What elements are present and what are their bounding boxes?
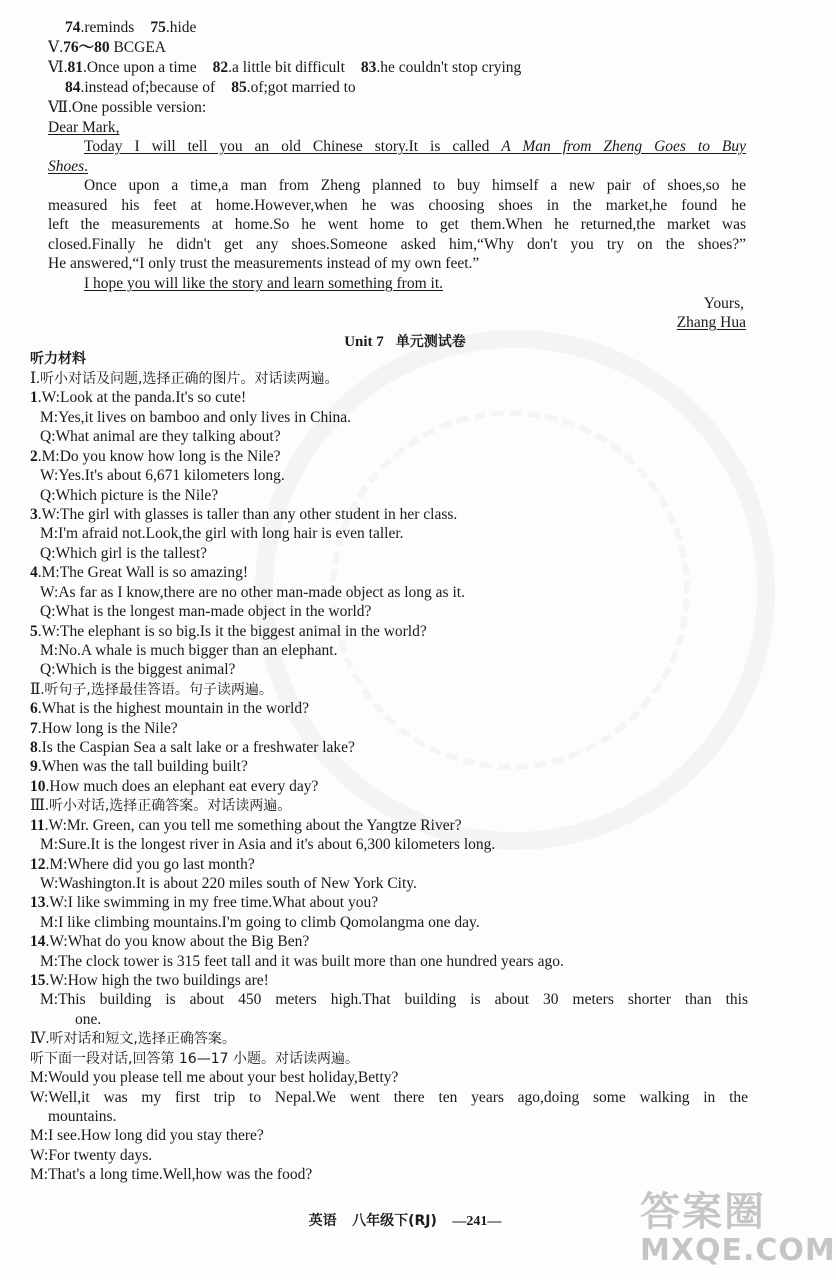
script-line	[40, 427, 281, 446]
line-text: Q:Which picture is the Nile?	[40, 486, 219, 504]
script-line	[30, 855, 255, 874]
letter-p2-line3: left the measurements at home.So he went home to get them.When he returned,the market was	[48, 216, 746, 233]
corner-watermark-logo	[640, 1189, 836, 1275]
section-number: Ⅰ.	[30, 370, 40, 387]
question-number: 11	[30, 816, 45, 834]
script-line	[30, 1088, 748, 1107]
question-number: 4	[30, 564, 38, 582]
script-line	[30, 893, 378, 912]
line-text: .M:Do you know how long is the Nile?	[37, 447, 281, 465]
letter-p2-line1: Once upon a time,a man from Zheng planned to buy himself a new pair of shoes,so he	[84, 177, 746, 194]
script-line	[30, 680, 273, 699]
line-text: M:No.A whale is much bigger than an elephant.	[40, 641, 338, 659]
script-line	[30, 738, 355, 757]
question-number: 3	[30, 505, 38, 523]
line-text: M:Sure.It is the longest river in Asia and it's about 6,300 kilometers long.	[40, 836, 496, 854]
letter-p2-line2: measured his feet at home.However,when he was choosing shoes in the market,he found he	[48, 197, 746, 214]
script-line	[40, 602, 371, 621]
line-text: .When was the tall building built?	[37, 758, 248, 776]
script-line	[30, 699, 309, 718]
script-line	[30, 796, 291, 815]
question-number: 5	[30, 622, 38, 640]
line-text: M:Yes,it lives on bamboo and only lives in China.	[40, 408, 352, 426]
line-text: 听小对话,选择正确答案。对话读两遍。	[48, 798, 292, 815]
script-line	[30, 563, 248, 582]
section-label: 听力材料	[30, 351, 86, 367]
line-text: mountains.	[48, 1108, 117, 1125]
corner-watermark-top: 答案圈	[640, 1189, 766, 1235]
letter-p1-line1: Today I will tell you an old Chinese story.It is called A Man from Zheng Goes to Buy	[84, 138, 746, 155]
script-line	[30, 932, 309, 951]
line-text: .How much does an elephant eat every day?	[45, 777, 319, 795]
question-number: 15	[30, 972, 46, 989]
line-text: 听对话和短文,选择正确答案。	[49, 1031, 236, 1048]
line-text: M:I'm afraid not.Look,the girl with long hair is even taller.	[40, 525, 404, 543]
script-line	[30, 447, 281, 466]
line-text: .M:Where did you go last month?	[45, 855, 255, 873]
script-line	[40, 990, 748, 1009]
line-text: 听句子,选择最佳答语。句子读两遍。	[44, 681, 273, 698]
line-text: W:Yes.It's about 6,671 kilometers long.	[40, 467, 285, 485]
script-line	[40, 544, 207, 563]
script-line	[30, 505, 457, 524]
letter-p2-line5: He answered,“I only trust the measurements instead of my own feet.”	[48, 255, 480, 272]
footer-page-number: —241—	[452, 1214, 502, 1229]
script-line	[30, 1146, 152, 1165]
line-text: W:As far as I know,there are no other man-made object as long as it.	[40, 583, 465, 601]
line-text: .How long is the Nile?	[37, 719, 178, 737]
line-text: .W:What do you know about the Big Ben?	[45, 933, 310, 951]
line-text: .W:The girl with glasses is taller than any other student in her class.	[37, 505, 458, 523]
question-number: 12	[30, 855, 46, 873]
script-line	[30, 719, 178, 738]
letter-p1-line2: Shoes.	[48, 158, 89, 175]
line-text: M:The clock tower is 315 feet tall and it was built more than one hundred years ago.	[40, 952, 564, 970]
script-line	[30, 777, 318, 796]
answer-line-vii: Ⅶ.One possible version:	[48, 99, 207, 116]
script-line	[40, 660, 235, 679]
line-text: Q:Which is the biggest animal?	[40, 661, 236, 679]
question-number: 6	[30, 700, 38, 718]
letter-p3: I hope you will like the story and learn something from it.	[84, 275, 444, 292]
line-text: .Is the Caspian Sea a salt lake or a freshwater lake?	[37, 739, 355, 756]
line-text: .What is the highest mountain in the world?	[37, 700, 309, 718]
line-text: 听下面一段对话,回答第 16—17 小题。对话读两遍。	[30, 1050, 359, 1067]
line-text: M:This building is about 450 meters high.That building is about 30 meters shorter than this	[40, 991, 748, 1009]
line-text: M:I like climbing mountains.I'm going to climb Qomolangma one day.	[40, 913, 480, 931]
script-line	[40, 466, 285, 485]
letter-closing: Yours,	[703, 295, 744, 312]
script-line	[30, 1165, 312, 1184]
question-number: 8	[30, 739, 38, 756]
script-line	[40, 913, 480, 932]
line-text: .W:I like swimming in my free time.What about you?	[45, 894, 379, 912]
script-line	[30, 816, 462, 835]
line-text: .W:How high the two buildings are!	[45, 972, 269, 989]
script-line	[40, 835, 495, 854]
answer-line-84-85: 84.instead of;because of 85.of;got married to	[65, 79, 356, 96]
letter-greeting: Dear Mark,	[48, 119, 120, 136]
line-text: W:For twenty days.	[30, 1146, 153, 1164]
section-number: Ⅱ.	[30, 680, 45, 698]
line-text: .W:The elephant is so big.Is it the biggest animal in the world?	[37, 622, 427, 640]
line-text: .W:Mr. Green, can you tell me something about the Yangtze River?	[44, 816, 462, 834]
script-line	[30, 622, 427, 641]
unit-title: Unit 7 单元测试卷	[344, 334, 466, 350]
script-line	[40, 583, 465, 602]
question-number: 1	[30, 389, 38, 407]
line-text: 听小对话及问题,选择正确的图片。对话读两遍。	[40, 371, 339, 387]
line-text: W:Well,it was my first trip to Nepal.We went there ten years ago,doing some walking in the	[30, 1088, 748, 1106]
letter-signature: Zhang Hua	[676, 314, 746, 331]
answer-line-v: Ⅴ.76～80 BCGEA	[48, 39, 167, 56]
line-text: W:Washington.It is about 220 miles south of New York City.	[40, 874, 417, 892]
line-text: M:I see.How long did you stay there?	[30, 1127, 264, 1145]
script-line	[30, 1068, 398, 1087]
question-number: 7	[30, 719, 38, 737]
corner-watermark-bottom: MXQE.COM	[640, 1233, 836, 1268]
script-line	[40, 641, 337, 660]
question-number: 13	[30, 894, 46, 912]
letter-p2-line4: closed.Finally he didn't get any shoes.Someone asked him,“Why don't you try on the shoes?”	[48, 236, 746, 253]
script-line	[40, 524, 404, 543]
question-number: 14	[30, 933, 46, 951]
script-line	[30, 971, 269, 990]
question-number: 9	[30, 758, 38, 776]
script-line	[30, 1029, 236, 1048]
script-line	[30, 388, 246, 407]
line-text: Q:What is the longest man-made object in the world?	[40, 603, 372, 620]
script-line	[30, 1049, 359, 1068]
line-text: M:Would you please tell me about your best holiday,Betty?	[30, 1069, 399, 1087]
section-number: Ⅲ.	[30, 797, 49, 815]
answer-line-vi: Ⅵ.81.Once upon a time 82.a little bit difficult 83.he couldn't stop crying	[48, 59, 522, 76]
line-text: one.	[75, 1010, 102, 1028]
answer-line-74-75: 74.reminds 75.hide	[65, 19, 197, 36]
script-line	[30, 757, 248, 776]
script-line	[40, 952, 564, 971]
script-line	[30, 1126, 264, 1145]
script-line	[30, 369, 338, 388]
line-text: .M:The Great Wall is so amazing!	[37, 564, 248, 582]
script-line	[40, 408, 351, 427]
script-line	[75, 1010, 101, 1029]
footer-subject: 英语	[308, 1213, 337, 1229]
footer-grade: 八年级下(RJ)	[352, 1213, 437, 1229]
question-number: 2	[30, 447, 38, 465]
question-number: 10	[30, 777, 46, 795]
line-text: .W:Look at the panda.It's so cute!	[37, 389, 247, 407]
line-text: Q:Which girl is the tallest?	[40, 544, 208, 562]
script-line	[48, 1107, 116, 1126]
script-line	[40, 874, 417, 893]
line-text: M:That's a long time.Well,how was the food?	[30, 1166, 313, 1184]
script-line	[40, 486, 218, 505]
section-number: Ⅳ.	[30, 1030, 50, 1048]
line-text: Q:What animal are they talking about?	[40, 428, 281, 446]
